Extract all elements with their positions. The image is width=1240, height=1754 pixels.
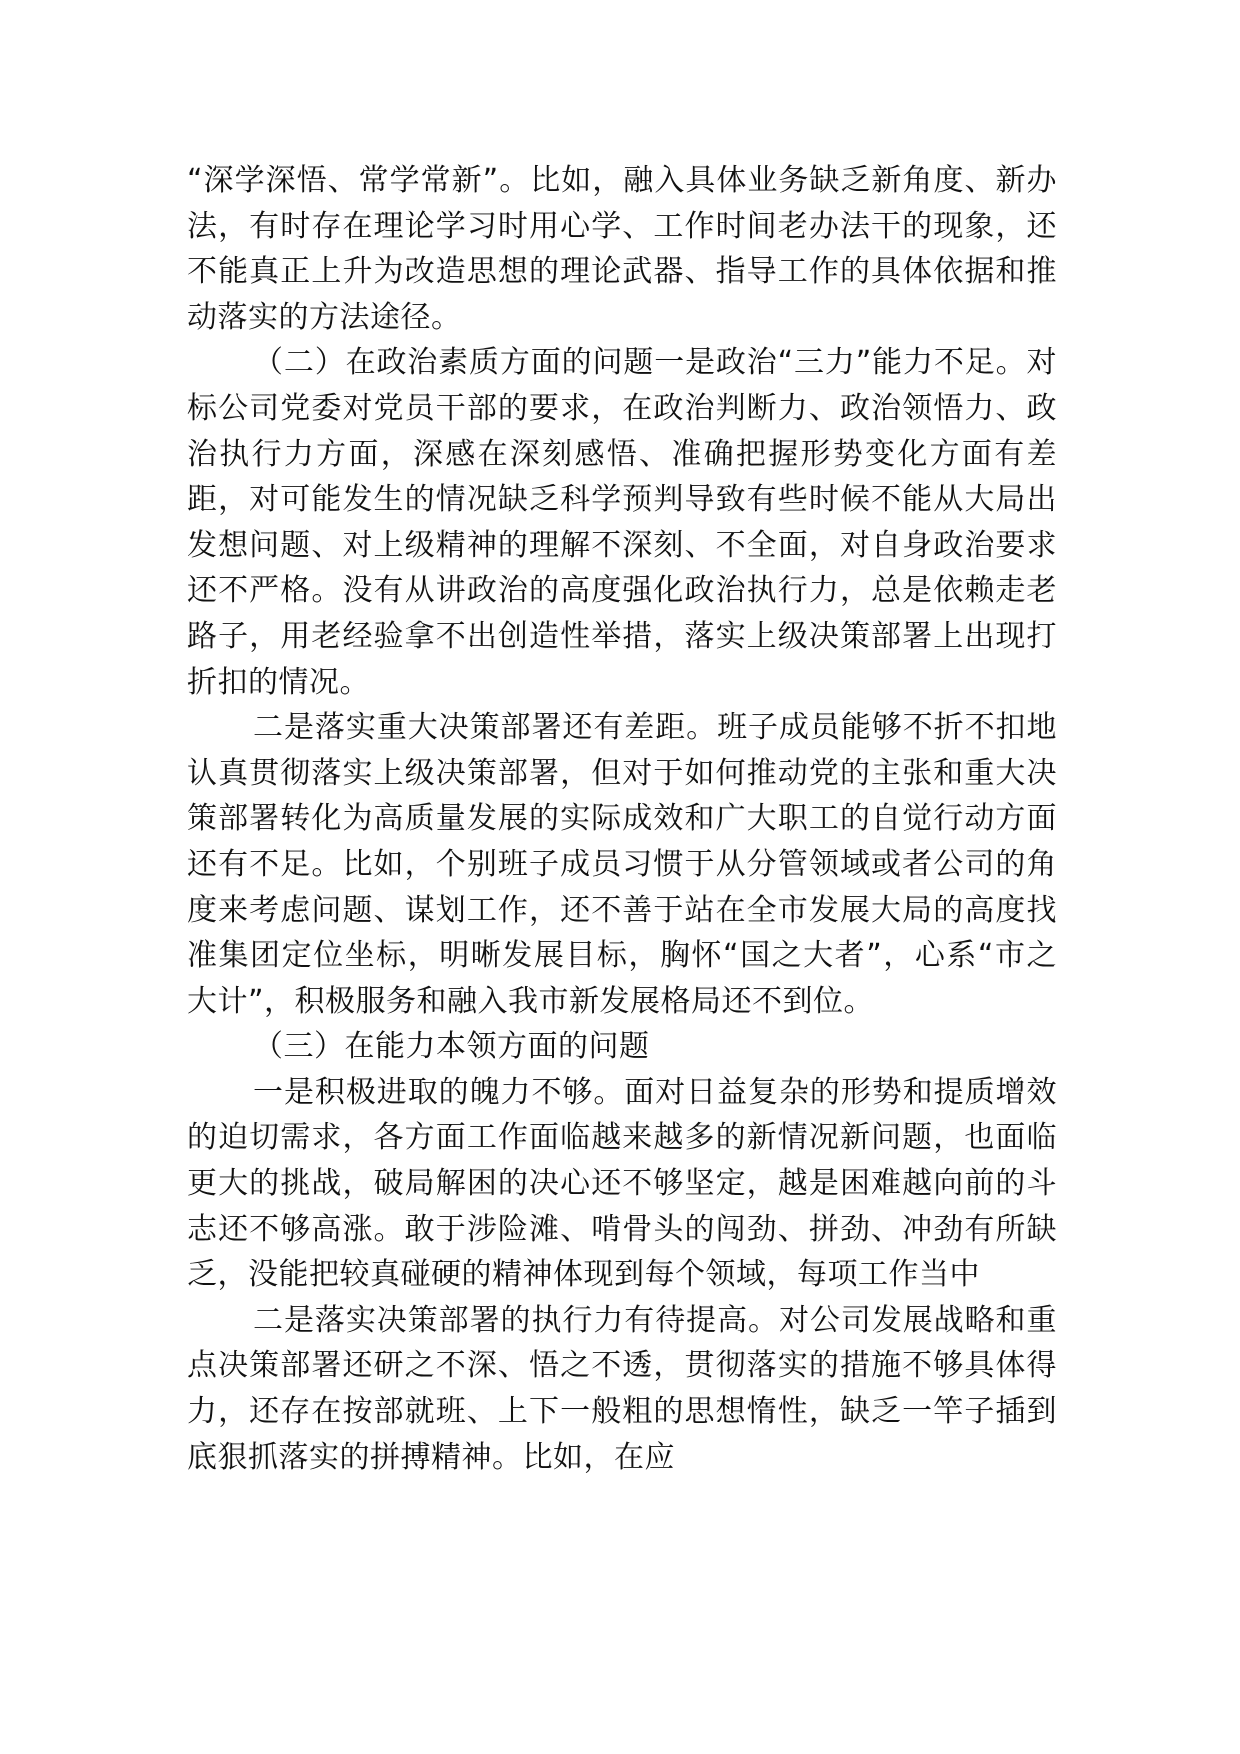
paragraph-political-quality: （二）在政治素质方面的问题一是政治“三力”能力不足。对标公司党委对党员干部的要求，在政治判断力、政治领悟力、政治执行力方面，深感在深刻感悟、准确把握形势变化方面有差距，对可能发生的情况缺乏科学预判导致有些时候不能从大局出发想问题、对上级精神的理解不深刻、不全面，对自身政治要求还不严格。没有从讲政治的高度强化政治执行力，总是依赖走老路子，用老经验拿不出创造性举措，落实上级决策部署上出现打折扣的情况。	[187, 345, 1057, 700]
paragraph-decision-implementation: 二是落实重大决策部署还有差距。班子成员能够不折不扣地认真贯彻落实上级决策部署，但对于如何推动党的主张和重大决策部署转化为高质量发展的实际成效和广大职工的自觉行动方面还有不足。比如，个别班子成员习惯于从分管领域或者公司的角度来考虑问题、谋划工作，还不善于站在全市发展大局的高度找准集团定位坐标，明晰发展目标，胸怀“国之大者”，心系“市之大计”，积极服务和融入我市新发展格局还不到位。	[187, 710, 1057, 1019]
paragraph-enterprising-spirit: 一是积极进取的魄力不够。面对日益复杂的形势和提质增效的迫切需求，各方面工作面临越来越多的新情况新问题，也面临更大的挑战，破局解困的决心还不够坚定，越是困难越向前的斗志还不够高涨。敢于涉险滩、啃骨头的闯劲、拼劲、冲劲有所缺乏，没能把较真碰硬的精神体现到每个领域，每项工作当中	[187, 1074, 1057, 1293]
paragraph-intro-continuation: “深学深悟、常学常新”。比如，融入具体业务缺乏新角度、新办法，有时存在理论学习时用心学、工作时间老办法干的现象，还不能真正上升为改造思想的理论武器、指导工作的具体依据和推动落实的方法途径。	[187, 163, 1057, 335]
section-heading-ability: （三）在能力本领方面的问题	[253, 1029, 650, 1065]
document-body	[187, 158, 1057, 1480]
paragraph-execution-capacity: 二是落实决策部署的执行力有待提高。对公司发展战略和重点决策部署还研之不深、悟之不透，贯彻落实的措施不够具体得力，还存在按部就班、上下一般粗的思想惰性，缺乏一竿子插到底狠抓落实的拼搏精神。比如，在应	[187, 1302, 1057, 1475]
